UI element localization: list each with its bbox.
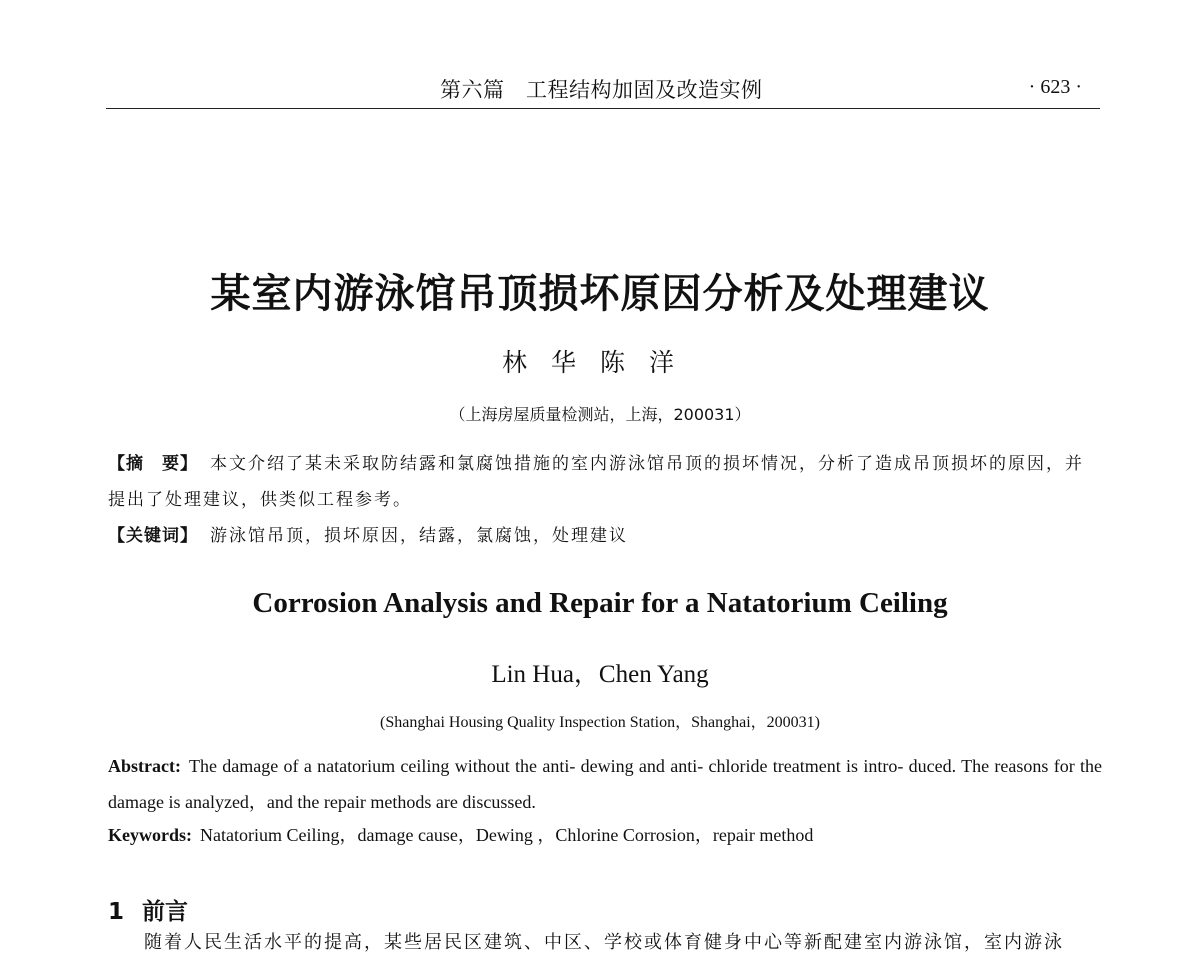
keywords-label-cn: 【关键词】 [108, 526, 198, 546]
section-title: 前言 [142, 899, 189, 925]
authors-cn: 林华陈洋 [501, 348, 698, 377]
running-header [0, 72, 1200, 106]
keywords-text-cn: 游泳馆吊顶，损坏原因，结露，氯腐蚀，处理建议 [210, 526, 628, 546]
running-title: 第六篇 工程结构加固及改造实例 [440, 78, 763, 102]
body-text-cutoff [108, 932, 1102, 953]
title-cn: 某室内游泳馆吊顶损坏原因分析及处理建议 [210, 271, 990, 317]
abstract-text-cn: 本文介绍了某未采取防结露和氯腐蚀措施的室内游泳馆吊顶的损坏情况，分析了造成吊顶损坏的原因，并提出了处理建议，供类似工程参考。 [108, 454, 1084, 510]
keywords-text-en: Natatorium Ceiling，damage cause，Dewing ，Chlorine Corrosion，repair method [200, 825, 814, 845]
body-first-line: 随着人民生活水平的提高，某些居民区建筑、中区、学校或体育健身中心等新配建室内游泳馆，室内游泳 [144, 932, 1064, 953]
abstract-label-en: Abstract: [108, 756, 181, 776]
authors-en: Lin Hua，Chen Yang [491, 661, 709, 688]
header-rule [106, 108, 1100, 109]
affiliation-en: (Shanghai Housing Quality Inspection Station，Shanghai，200031) [380, 714, 820, 731]
abstract-label-cn: 【摘 要】 [108, 454, 198, 474]
keywords-cn [108, 518, 1102, 554]
page-number: · 623 · [1028, 76, 1082, 98]
keywords-label-en: Keywords: [108, 825, 192, 845]
keywords-en [108, 817, 1102, 853]
affiliation-cn: （上海房屋质量检测站，上海，200031） [449, 405, 751, 424]
section-number: 1 [108, 899, 125, 925]
abstract-text-en: The damage of a natatorium ceiling without the anti- dewing and anti- chloride treatment is intro- duced. The reasons for the damage is analyzed，and the repair methods are discussed. [108, 756, 1102, 812]
abstract-cn [108, 446, 1102, 518]
title-en: Corrosion Analysis and Repair for a Natatorium Ceiling [252, 587, 948, 619]
section-heading [108, 893, 188, 926]
abstract-en [108, 748, 1102, 820]
